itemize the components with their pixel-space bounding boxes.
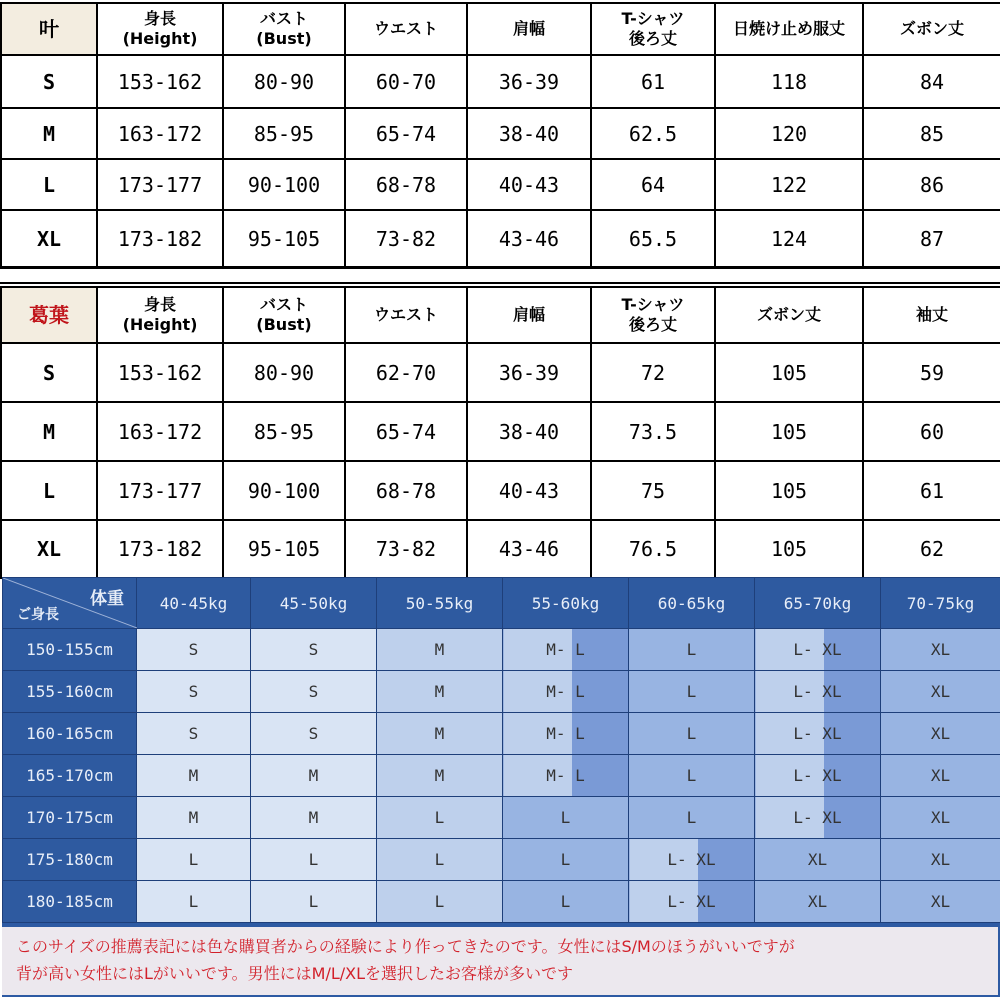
weight-header: 50-55kg	[377, 578, 503, 629]
table-cell: 62	[863, 520, 1000, 578]
column-header: 肩幅	[467, 287, 591, 343]
table-cell: 43-46	[467, 210, 591, 268]
size-label: L	[1, 159, 97, 210]
size-label: XL	[1, 520, 97, 578]
table-cell: 62.5	[591, 108, 715, 159]
table-cell: 36-39	[467, 55, 591, 108]
column-header: ウエスト	[345, 3, 467, 55]
table-title: 叶	[1, 3, 97, 55]
size-recommendation: L	[629, 713, 755, 755]
size-recommendation: M	[377, 713, 503, 755]
size-recommendation: L	[629, 629, 755, 671]
table-cell: 65-74	[345, 108, 467, 159]
table-row	[1, 343, 1000, 402]
size-recommendation: XL	[881, 755, 1000, 797]
table-cell: 87	[863, 210, 1000, 268]
table-cell: 95-105	[223, 210, 345, 268]
size-recommendation: L	[503, 839, 629, 881]
size-recommendation: M	[377, 755, 503, 797]
height-row	[3, 755, 1000, 797]
size-recommendation: M- L	[503, 755, 629, 797]
size-recommendation: XL	[881, 839, 1000, 881]
height-label: 155-160cm	[3, 671, 137, 713]
size-recommendation: M- L	[503, 713, 629, 755]
table-cell: 118	[715, 55, 863, 108]
size-recommendation: XL	[881, 713, 1000, 755]
recommendation-note	[2, 927, 998, 995]
table-cell: 75	[591, 461, 715, 520]
table-cell: 64	[591, 159, 715, 210]
size-recommendation: XL	[881, 671, 1000, 713]
table-header-row	[1, 3, 1000, 55]
column-header: 身長 (Height)	[97, 3, 223, 55]
table-cell: 84	[863, 55, 1000, 108]
table-cell: 60-70	[345, 55, 467, 108]
height-row	[3, 881, 1000, 923]
size-label: L	[1, 461, 97, 520]
size-recommendation: L- XL	[755, 671, 881, 713]
column-header: 肩幅	[467, 3, 591, 55]
column-header: ズボン丈	[863, 3, 1000, 55]
size-recommendation: XL	[881, 881, 1000, 923]
size-recommendation: M	[251, 755, 377, 797]
column-header: 袖丈	[863, 287, 1000, 343]
size-label: M	[1, 402, 97, 461]
size-label: M	[1, 108, 97, 159]
table-cell: 61	[863, 461, 1000, 520]
size-recommendation: L- XL	[755, 713, 881, 755]
height-row	[3, 713, 1000, 755]
size-recommendation: M	[251, 797, 377, 839]
corner-header	[3, 578, 137, 629]
table-cell: 80-90	[223, 55, 345, 108]
column-header: ウエスト	[345, 287, 467, 343]
size-recommendation: L	[629, 797, 755, 839]
weight-header: 60-65kg	[629, 578, 755, 629]
table-header-row	[1, 287, 1000, 343]
height-row	[3, 629, 1000, 671]
weight-header: 40-45kg	[137, 578, 251, 629]
size-label: XL	[1, 210, 97, 268]
note-line: このサイズの推薦表記には色な購買者からの経験により作ってきたのです。女性にはS/Mのほうがいいですが	[16, 937, 795, 956]
column-header: 日焼け止め服丈	[715, 3, 863, 55]
table-cell: 40-43	[467, 461, 591, 520]
size-recommendation: S	[137, 713, 251, 755]
table-cell: 73-82	[345, 210, 467, 268]
table-row	[1, 55, 1000, 108]
table-cell: 40-43	[467, 159, 591, 210]
size-recommendation: S	[251, 713, 377, 755]
size-label: S	[1, 55, 97, 108]
height-row	[3, 797, 1000, 839]
table-title: 葛葉	[1, 287, 97, 343]
table-cell: 90-100	[223, 159, 345, 210]
table-cell: 163-172	[97, 108, 223, 159]
table-row	[1, 461, 1000, 520]
weight-label: 体重	[90, 589, 124, 609]
size-recommendation: L- XL	[755, 755, 881, 797]
table-cell: 62-70	[345, 343, 467, 402]
weight-header-row	[3, 578, 1000, 629]
table-cell: 105	[715, 461, 863, 520]
size-recommendation: L	[503, 797, 629, 839]
column-header: バスト (Bust)	[223, 287, 345, 343]
weight-height-size-chart	[2, 577, 1000, 997]
table-row	[1, 108, 1000, 159]
table-cell: 72	[591, 343, 715, 402]
table-cell: 124	[715, 210, 863, 268]
table-cell: 122	[715, 159, 863, 210]
height-label: 160-165cm	[3, 713, 137, 755]
table-row	[1, 210, 1000, 268]
table-cell: 43-46	[467, 520, 591, 578]
weight-header: 70-75kg	[881, 578, 1000, 629]
size-recommendation: XL	[755, 839, 881, 881]
size-recommendation: L	[377, 839, 503, 881]
size-recommendation: S	[137, 629, 251, 671]
size-recommendation: M	[377, 629, 503, 671]
size-recommendation: S	[137, 671, 251, 713]
table-cell: 90-100	[223, 461, 345, 520]
size-recommendation: L	[251, 881, 377, 923]
table-cell: 153-162	[97, 55, 223, 108]
table-cell: 68-78	[345, 159, 467, 210]
size-recommendation: L- XL	[755, 797, 881, 839]
table-cell: 65-74	[345, 402, 467, 461]
size-recommendation: L	[503, 881, 629, 923]
size-recommendation: XL	[881, 797, 1000, 839]
table-cell: 86	[863, 159, 1000, 210]
size-recommendation: L	[137, 839, 251, 881]
recommend-grid	[2, 577, 1000, 923]
size-recommendation: M- L	[503, 629, 629, 671]
height-label: 165-170cm	[3, 755, 137, 797]
table-cell: 163-172	[97, 402, 223, 461]
height-label: 180-185cm	[3, 881, 137, 923]
table-cell: 38-40	[467, 402, 591, 461]
size-recommendation: M	[137, 797, 251, 839]
table-cell: 38-40	[467, 108, 591, 159]
size-recommendation: S	[251, 671, 377, 713]
size-label: S	[1, 343, 97, 402]
size-table-1	[0, 2, 1000, 269]
table-cell: 120	[715, 108, 863, 159]
table-cell: 105	[715, 343, 863, 402]
size-recommendation: M	[377, 671, 503, 713]
weight-header: 65-70kg	[755, 578, 881, 629]
column-header: ズボン丈	[715, 287, 863, 343]
table-cell: 173-182	[97, 210, 223, 268]
table-cell: 73-82	[345, 520, 467, 578]
size-recommendation: XL	[755, 881, 881, 923]
size-recommendation: L	[629, 671, 755, 713]
column-header: バスト (Bust)	[223, 3, 345, 55]
height-row	[3, 671, 1000, 713]
table-cell: 105	[715, 402, 863, 461]
column-header: T-シャツ 後ろ丈	[591, 287, 715, 343]
table-cell: 173-177	[97, 159, 223, 210]
table-cell: 60	[863, 402, 1000, 461]
size-recommendation: M	[137, 755, 251, 797]
table-cell: 85-95	[223, 402, 345, 461]
table-cell: 95-105	[223, 520, 345, 578]
size-recommendation: L	[629, 755, 755, 797]
height-label: 170-175cm	[3, 797, 137, 839]
height-row	[3, 839, 1000, 881]
column-header: T-シャツ 後ろ丈	[591, 3, 715, 55]
table-divider	[0, 266, 1000, 284]
height-label: ご身長	[17, 607, 59, 623]
table-row	[1, 159, 1000, 210]
size-recommendation: L- XL	[755, 629, 881, 671]
height-label: 175-180cm	[3, 839, 137, 881]
size-recommendation: L	[377, 797, 503, 839]
table-cell: 73.5	[591, 402, 715, 461]
column-header: 身長 (Height)	[97, 287, 223, 343]
table-cell: 80-90	[223, 343, 345, 402]
table-cell: 105	[715, 520, 863, 578]
table-cell: 173-177	[97, 461, 223, 520]
size-recommendation: L- XL	[629, 881, 755, 923]
size-table-2	[0, 286, 1000, 579]
table-cell: 59	[863, 343, 1000, 402]
height-label: 150-155cm	[3, 629, 137, 671]
table-cell: 85	[863, 108, 1000, 159]
table-cell: 153-162	[97, 343, 223, 402]
note-line: 背が高い女性にはLがいいです。男性にはM/L/XLを選択したお客様が多いです	[16, 964, 574, 983]
table-cell: 36-39	[467, 343, 591, 402]
size-recommendation: XL	[881, 629, 1000, 671]
weight-header: 45-50kg	[251, 578, 377, 629]
table-cell: 61	[591, 55, 715, 108]
table-cell: 85-95	[223, 108, 345, 159]
table-row	[1, 402, 1000, 461]
size-recommendation: L	[137, 881, 251, 923]
table-cell: 65.5	[591, 210, 715, 268]
table-cell: 68-78	[345, 461, 467, 520]
table-row	[1, 520, 1000, 578]
size-recommendation: S	[251, 629, 377, 671]
size-recommendation: L- XL	[629, 839, 755, 881]
table-cell: 76.5	[591, 520, 715, 578]
table-cell: 173-182	[97, 520, 223, 578]
size-recommendation: L	[377, 881, 503, 923]
size-recommendation: M- L	[503, 671, 629, 713]
weight-header: 55-60kg	[503, 578, 629, 629]
size-recommendation: L	[251, 839, 377, 881]
